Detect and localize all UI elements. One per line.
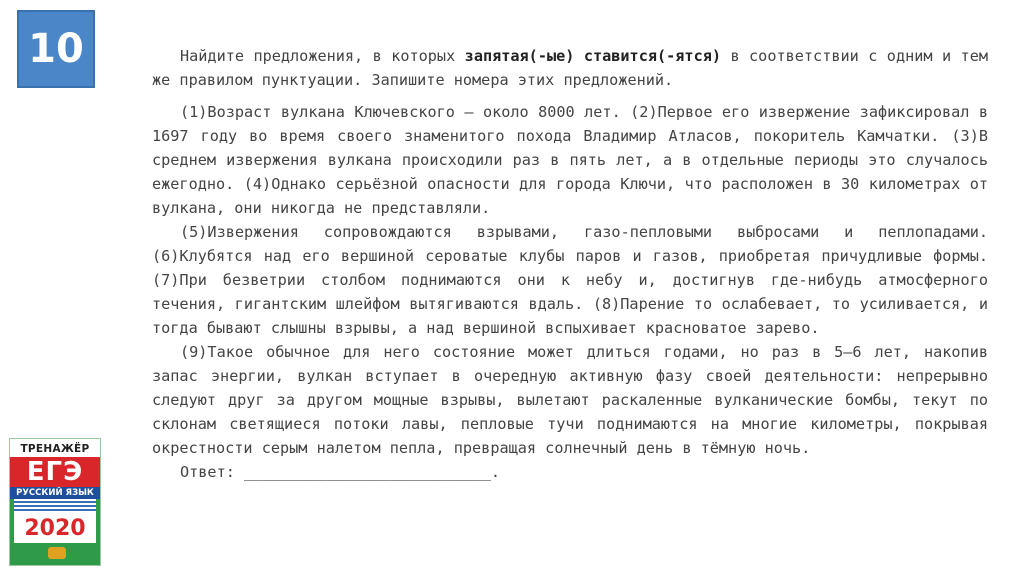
task-instruction-bold: запятая(-ые) ставится(-ятся) [464, 47, 721, 65]
cover-top-title: ТРЕНАЖЁР [10, 439, 100, 459]
cover-bottom-band [10, 543, 100, 566]
answer-label: Ответ: [180, 463, 235, 481]
cover-year: 2020 [24, 516, 86, 541]
task-instruction-after: в соответствии с одним и тем же правилом пунктуации. Запишите номера этих предложений. [152, 47, 988, 89]
cover-decor-lines [14, 501, 98, 513]
book-cover-image [9, 438, 101, 566]
task-instruction [152, 44, 988, 92]
task-number-badge [17, 10, 95, 88]
paragraph-1: (1)Возраст вулкана Ключевского — около 8000 лет. (2)Первое его извержение зафиксировал в 1697 году во время своего знаменитого похода Владимир Атласов, покоритель Камчатки. (3)В среднем извержения вулкана происходили раз в пять лет, а в отдельные периоды это случалось ежегодно. (4)Однако серьёзной опасности для города Ключи, что расположен в 30 километрах от вулкана, они никогда не представляли. [152, 103, 988, 217]
car-icon [48, 547, 66, 559]
paragraph-3: (9)Такое обычное для него состояние может длиться годами, но раз в 5–6 лет, накопив запас энергии, вулкан вступает в очередную активную фазу своей деятельности: непрерывно следуют друг за другом мощные взрывы, вылетают раскаленные вулканические бомбы, текут по склонам светящиеся потоки лавы, пепловые тучи поднимаются на многие километры, покрывая окрестности серым налетом пепла, превращая солнечный день в тёмную ночь. [152, 343, 988, 457]
paragraph-2: (5)Извержения сопровождаются взрывами, газо-пепловыми выбросами и пеплопадами. (6)Клубятся над его вершиной сероватые клубы паров и газов, приобретая причудливые формы. (7)При безветрии столбом поднимаются они к небу и, достигнув где-нибудь атмосферного течения, гигантским шлейфом вытягиваются вдаль. (8)Парение то ослабевает, то усиливается, и тогда бывают слышны взрывы, а над вершиной вспыхивает красноватое зарево. [152, 223, 988, 337]
task-text-block [152, 44, 988, 484]
task-instruction-before: Найдите предложения, в которых [180, 47, 465, 65]
cover-ege-logo: ЕГЭ [10, 457, 100, 487]
answer-blank[interactable]: ___________________________. [244, 463, 501, 481]
cover-subject: РУССКИЙ ЯЗЫК [10, 487, 100, 499]
answer-line [152, 460, 988, 484]
task-number: 10 [28, 26, 84, 72]
